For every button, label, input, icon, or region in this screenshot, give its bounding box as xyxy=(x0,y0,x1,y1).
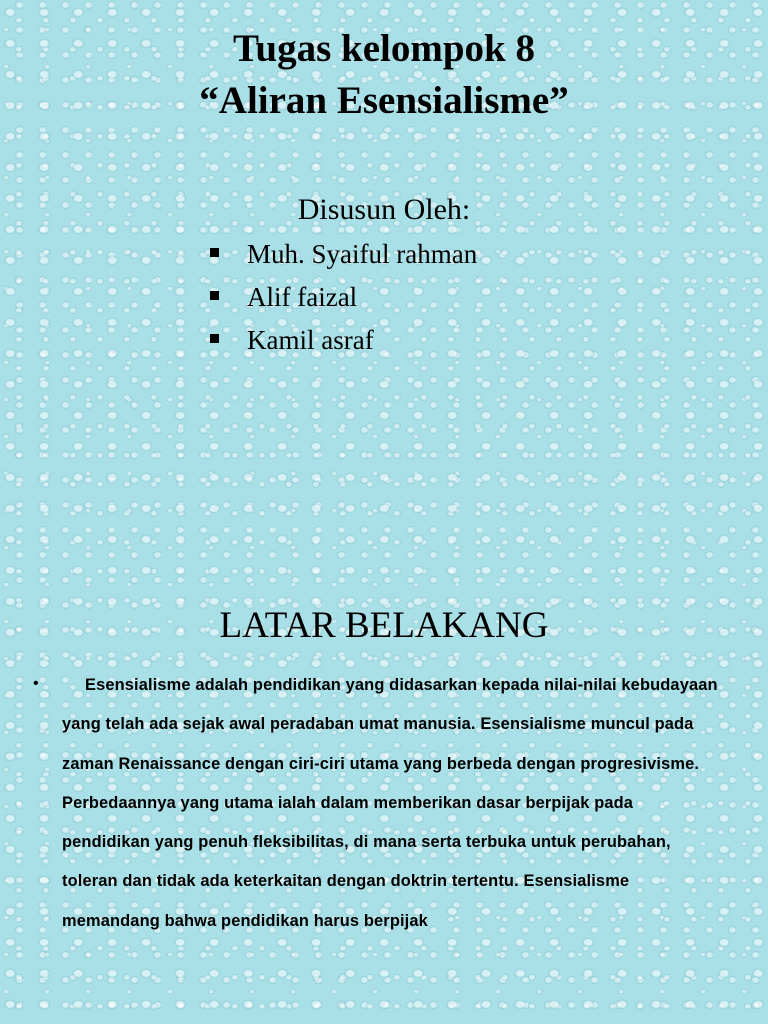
bullet-icon: • xyxy=(33,675,39,692)
background-slide xyxy=(0,560,768,1024)
section-heading: LATAR BELAKANG xyxy=(219,605,549,646)
authors-heading: Disusun Oleh: xyxy=(297,193,471,226)
author-name: Alif faizal xyxy=(247,282,358,312)
square-bullet-icon xyxy=(210,334,219,343)
slide-title-line-1: Tugas kelompok 8 xyxy=(232,27,535,70)
square-bullet-icon xyxy=(210,248,219,257)
author-name: Muh. Syaiful rahman xyxy=(247,239,478,269)
body-paragraph: Esensialisme adalah pendidikan yang didasarkan kepada nilai-nilai kebudayaan yang telah ada sejak awal peradaban umat manusia. Esensialisme muncul pada zaman Renaissance dengan ciri-ciri utama yang berbeda dengan progresivisme. Perbedaannya yang utama ialah dalam memberikan dasar berpijak pada pendidikan yang penuh fleksibilitas, di mana serta terbuka untuk perubahan, toleran dan tidak ada keterkaitan dengan doktrin tertentu. Esensialisme memandang bahwa pendidikan harus berpijak xyxy=(62,676,718,930)
slide-title-line-2: “Aliran Esensialisme” xyxy=(199,79,569,122)
square-bullet-icon xyxy=(210,291,219,300)
author-name: Kamil asraf xyxy=(247,325,374,355)
